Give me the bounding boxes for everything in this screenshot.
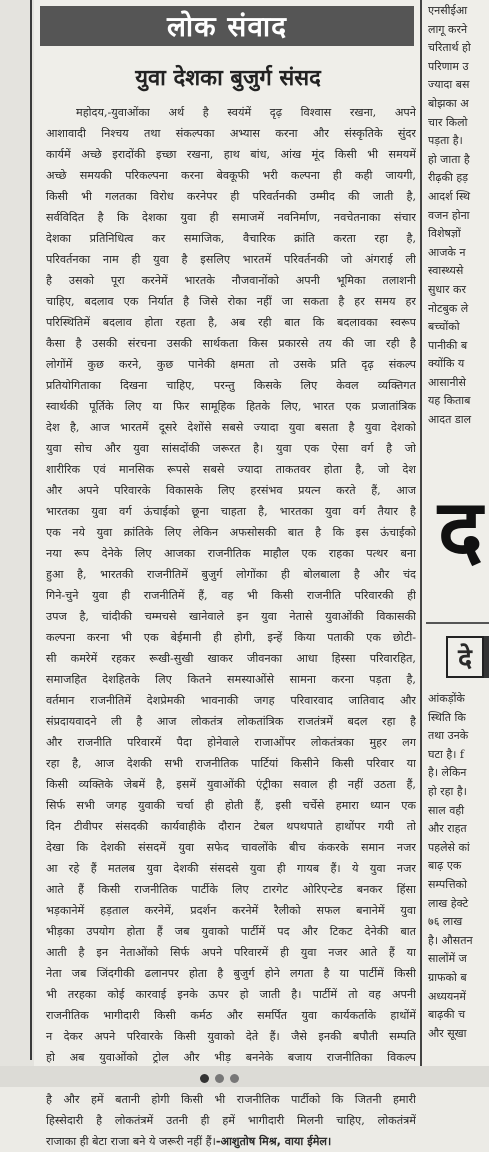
- right-column-line: आसानीसे: [428, 375, 466, 389]
- article-line: भारतका युवा वर्ग ऊंचाईको छूना चाहता है, भारतका युवा वर्ग तैयार है: [46, 505, 416, 518]
- article-line: उपज है, चांदीकी चम्मचसे खानेवाले इन युवा नेतासे युवाओंकी विकासकी: [46, 610, 416, 623]
- right-column-bottom-text: [428, 690, 489, 1043]
- article-line: दिन टीवीपर संसदकी कार्यवाहीके दौरान टेबल थपथपाते हाथोंपर गयी तो: [46, 820, 416, 833]
- right-column-line: पहलेसे कां: [428, 840, 470, 854]
- article-line: परिस्थितिमें बदलाव होता रहता है, अब रही बात कि बदलावका स्वरूप: [46, 316, 416, 329]
- article-body: [46, 102, 416, 1152]
- right-column-line: आंकड़ोंके: [428, 692, 465, 705]
- right-column-line: पानीकी ब: [428, 338, 468, 352]
- right-column-line: चरितार्थ हो: [428, 41, 471, 55]
- article-line: आशावादी निश्चय तथा संकल्पका अभ्यास करना और संस्कृतिके सुंदर: [46, 127, 416, 140]
- article-line: कल्पना करना भी एक बेईमानी ही होगी, इन्हें किया पताकी एक छोटी-: [46, 631, 416, 644]
- article-line: न देकर अपने परिवारके किसी युवाको देते हैं। जैसे इनकी बपौती सम्पति: [46, 1030, 416, 1043]
- right-column-line: विशेषज्ञों: [428, 227, 461, 241]
- right-column-line: बाढ़ एक: [428, 859, 462, 873]
- right-column-line: अध्ययनमें: [428, 989, 466, 1003]
- article-line: भी तरहका कोई कारवाई इनके ऊपर हो जाती है। पार्टीमें तो वह अपनी: [46, 988, 416, 1001]
- right-column-line: आदत डाल: [428, 413, 472, 427]
- right-column-line: और सूखा: [428, 1026, 467, 1040]
- right-column-line: लाख हेक्टे: [428, 896, 469, 910]
- right-column-line: आदर्श स्थि: [428, 189, 470, 203]
- right-column-line: परिणाम उ: [428, 59, 469, 73]
- right-column-line: है। लेकिन: [428, 766, 467, 780]
- article-line: परिवर्तनका नाम ही युवा है इसलिए भारतमें परिवर्तनकी जो अंगराई ली: [46, 253, 416, 266]
- article-line: किसी व्यक्तिके जेबमें है, इसमें युवाओंकी एंट्रीका सवाल ही नहीं उठता हैं,: [46, 778, 416, 791]
- article-line: स्वार्थकी पूर्तिके लिए या फिर सामूहिक हितके लिए, भारत एक प्रजातांत्रिक: [46, 400, 416, 413]
- article-line: चाहिए, बदलाव एक निर्यात है जिसे रोका नहीं जा सकता है हर समय हर: [46, 295, 416, 308]
- article-line: सिर्फ सभी जगह युवाकी चर्चा ही होती हैं, इसी चर्चेसे हमारा ध्यान एक: [46, 799, 416, 812]
- article-line: महोदय,-युवाओंका अर्थ है स्वयंमें दृढ़ विश्वास रखना, अपने: [76, 106, 416, 119]
- article-line: गिने-चुने युवा ही राजनीतिमें हैं, वह भी किसी राजनीति परिवारकी ही: [46, 589, 416, 602]
- article-line: आ रहे हैं मतलब युवा देशकी संसदसे युवा ही गायब हैं। ये युवा नजर: [46, 862, 416, 875]
- article-line: और अपने परिवारके विकासके लिए हरसंभव प्रयत्न करते हैं, आज: [46, 484, 416, 497]
- right-box-edge: [484, 636, 489, 678]
- page-dot[interactable]: [230, 1074, 239, 1083]
- right-column-line: सालोंमें ज: [428, 952, 467, 966]
- right-column-line: साल वही: [428, 803, 465, 817]
- right-column-line: है। औसतन: [428, 933, 473, 947]
- right-column-line: आजके न: [428, 245, 466, 259]
- left-column-edge: [0, 0, 34, 1087]
- article-line: आती है इन नेताओंको सिर्फ अपने परिवारमें ही युवा नजर आते हैं या: [46, 946, 416, 959]
- article-line: भीड़का उपयोग होता हैं जब युवाको पार्टीमें पद और टिकट देनेकी बात: [46, 925, 416, 938]
- right-column-line: और राहत: [428, 822, 467, 836]
- right-column-line: पड़ता है।: [428, 134, 463, 148]
- article-line: कार्यमें अच्छे इरादोंकी इच्छा रखना, हाथ बांध, आंख मूंद किसी भी समयमें: [46, 148, 416, 161]
- right-column-line: वजन होना: [428, 208, 470, 222]
- right-column-line: चार किलो: [428, 115, 468, 129]
- closing-text: राजाका ही बेटा राजा बने ये जरूरी नहीं हैं।: [46, 1135, 216, 1148]
- right-column-line: तथा उनके: [428, 729, 469, 743]
- page-dot[interactable]: [215, 1074, 224, 1083]
- article-line: भड़कानेमें हड़ताल करनेमें, प्रदर्शन करनेमें रैलीको सफल बनानेमें युवा: [46, 904, 416, 917]
- article-line: अच्छे समयकी परिकल्पना करना बेवकूफी भरी कल्पना ही कही जायगी,: [46, 169, 416, 182]
- right-column-line: बोझका अ: [428, 96, 469, 110]
- article-line: युवा सोच और युवा सांसदोंकी जरूरत है। युवा एक ऐसा वर्ग है जो: [46, 442, 416, 455]
- article-line: हिस्सेदारी है लोकतंत्रमें उतनी ही हमें भागीदारी मिलनी चाहिए, लोकतंत्रमें: [46, 1114, 416, 1127]
- left-column-rule: [30, 0, 32, 1060]
- right-column-line: स्वास्थ्यसे: [428, 264, 464, 278]
- article-line: किसी भी गलतका विरोध करनेपर ही परिवर्तनकी उम्मीद की जाती है,: [46, 190, 416, 203]
- right-column-line: सम्पत्तिको: [428, 877, 467, 891]
- right-column-line: बाढ़की च: [428, 1008, 466, 1022]
- article-closing-line: [46, 1131, 416, 1152]
- author-signature: -आशुतोष मिश्र, वाया ईमेल।: [215, 1135, 332, 1148]
- right-column-line: यह किताब: [428, 394, 471, 408]
- article-line: राजनीतिक भागीदारी किसी कर्मठ और समर्पित युवा कार्यकर्ताके हाथोंमें: [46, 1009, 416, 1022]
- page-indicator[interactable]: [200, 1074, 239, 1083]
- article-line: देश है, आज भारतमें दूसरे देशोंसे सबसे ज्यादा युवा बसता है युवा देशको: [46, 421, 416, 434]
- right-column-line: रीढ़की हड़: [428, 171, 469, 185]
- right-section-rule: [426, 622, 489, 624]
- right-column-line: ज्यादा बस: [428, 78, 470, 92]
- right-column-line: एनसीईआ: [428, 4, 468, 17]
- right-column-line: बच्चोंको: [428, 320, 460, 334]
- right-large-heading-fragment: द: [438, 481, 483, 579]
- article-line: सर्वविदित है कि देशका युवा ही समाजमें नवनिर्माण, नवचेतनाका संचार: [46, 211, 416, 224]
- right-column-line: ग्राफको ब: [428, 970, 467, 984]
- article-line: देखा कि देशकी संसदमें युवा सफेद चावलोंके बीच कंकरके समान नजर: [46, 841, 416, 854]
- column-divider: [420, 0, 422, 1087]
- article-line: हो अब युवाओंको ट्रोल और भीड़ बननेके बजाय राजनीतिका विकल्प: [46, 1051, 416, 1064]
- article-line: और राजनीति परिवारमें पैदा होनेवाले राजाओंपर लोकतंत्रका मुहर लग: [46, 736, 416, 749]
- right-column-line: ७६ लाख: [428, 915, 463, 929]
- right-column-top-text: [428, 2, 489, 430]
- article-line: प्रतियोगिताका दिखना चाहिए, परन्तु किसके लिए केवल व्यक्तिगत: [46, 379, 416, 392]
- article-line: शारीरिक एवं मानसिक रूपसे सबसे ज्यादा ताकतवर होता है, जो देश: [46, 463, 416, 476]
- right-column-line: घटा है। f: [428, 747, 464, 761]
- article-line: सी कमरेमें रहकर रूखी-सुखी खाकर जीवनका आधा हिस्सा परिवारहित,: [46, 652, 416, 665]
- article-line: है और हमें बतानी होगी किसी भी राजनीतिक पार्टीको कि जितनी हमारी: [46, 1093, 416, 1106]
- article-line: आते हैं किसी राजनीतिक पार्टीके लिए टारगेट ओरिएन्टेड बनकर हिंसा: [46, 883, 416, 896]
- article-line: नेता जब जिंदगीकी ढलानपर होता है बुजुर्ग होने लगता है या पार्टीमें किसी: [46, 967, 416, 980]
- article-line: कैसा है उसकी संरचना उसकी सार्थकता किस प्रकारसे तय की जा रही है: [46, 337, 416, 350]
- article-line: लोगोंमें कुछ करने, कुछ पानेकी क्षमता तो उसके प्रति दृढ़ संकल्प: [46, 358, 416, 371]
- page-dot[interactable]: [200, 1074, 209, 1083]
- article-line: रहा है, आज देशकी सभी राजनीतिक पार्टियां किसीने किसी परिवार या: [46, 757, 416, 770]
- right-column-line: हो जाता है: [428, 152, 470, 166]
- article-line: नया रूप देनेके लिए आजका राजनीतिक माहौल एक राहका पत्थर बना: [46, 547, 416, 560]
- lok-samvad-article: [38, 6, 418, 1148]
- right-column-line: लागू करने: [428, 22, 468, 36]
- section-masthead: लोक संवाद: [40, 6, 414, 46]
- article-line: वर्तमान राजनीतिमें देशप्रेमकी भावनाकी जगह परिवारवाद जातिवाद और: [46, 694, 416, 707]
- article-line: संप्रदायवादने ली है आज लोकतंत्र लोकतांत्रिक राजतंत्रमें बदल रहा है: [46, 715, 416, 728]
- right-column-line: क्योंकि य: [428, 357, 465, 371]
- article-line: है उसको पूरा करनेमें भारतके नौजवानोंको अपनी भूमिका तलाशनी: [46, 274, 416, 287]
- right-column-line: हो रहा है।: [428, 784, 467, 798]
- article-line: हुआ है, भारतकी राजनीतिमें बुजुर्ग लोगोंका ही बोलबाला है और चंद: [46, 568, 416, 581]
- viewer-bottom-strip: [0, 1066, 489, 1087]
- article-headline: युवा देशका बुजुर्ग संसद: [135, 66, 321, 91]
- article-line: देशका प्रतिनिधित्व कर समाजिक, वैचारिक क्रांति करता रहा है,: [46, 232, 416, 245]
- right-column-line: सुधार कर: [428, 282, 466, 296]
- right-column-line: स्थिति कि: [428, 710, 466, 724]
- right-column-line: नोटबुक ले: [428, 301, 469, 315]
- right-boxed-heading-fragment: दे: [446, 636, 484, 678]
- article-line: समाजहित देशहितके लिए कितने समस्याओंसे सामना करना पड़ता है,: [46, 673, 416, 686]
- article-line: एक नये युवा क्रांतिके लिए लेकिन अफसोसकी बात है कि इस ऊंचाईको: [46, 526, 416, 539]
